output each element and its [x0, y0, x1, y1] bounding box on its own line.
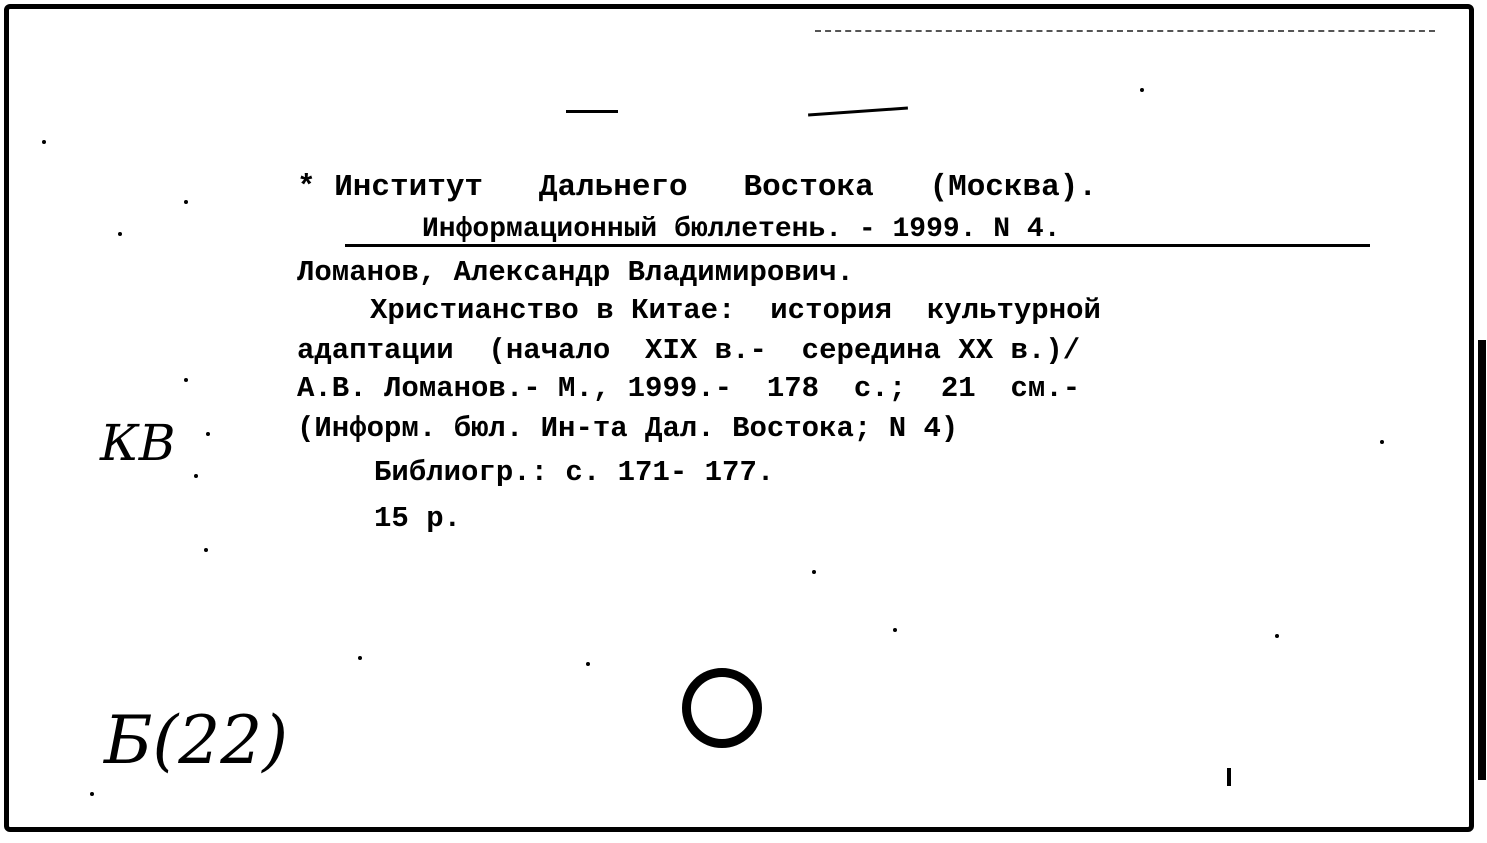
speck [893, 628, 897, 632]
speck [358, 656, 362, 660]
speck [118, 232, 122, 236]
speck [204, 548, 208, 552]
book-title-line-1: Христианство в Китае: история культурной [370, 294, 1101, 327]
speck [184, 200, 188, 204]
speck [1140, 88, 1144, 92]
bibliography-note: Библиогр.: с. 171- 177. [374, 456, 775, 489]
series-underline [345, 244, 1370, 247]
price-note: 15 р. [374, 502, 462, 535]
handwritten-mark-kv: КВ [100, 414, 176, 472]
speck [90, 792, 94, 796]
punch-hole [682, 668, 762, 748]
author-heading: Ломанов, Александр Владимирович. [297, 256, 854, 289]
speck [194, 474, 198, 478]
speck [1227, 768, 1231, 786]
short-dash [566, 110, 618, 113]
speck [586, 662, 590, 666]
series-title: Информационный бюллетень. - 1999. N 4. [422, 214, 1061, 245]
handwritten-classification: Б(22) [104, 702, 288, 779]
speck [812, 570, 816, 574]
speck [42, 140, 46, 144]
speck [1380, 440, 1384, 444]
speck [206, 432, 210, 436]
speck [184, 378, 188, 382]
top-dashed-line [815, 30, 1435, 32]
series-note: (Информ. бюл. Ин-та Дал. Востока; N 4) [297, 412, 959, 445]
card-edge-shadow [1478, 340, 1486, 780]
institution-heading: * Институт Дальнего Востока (Москва). [297, 170, 1097, 205]
speck [1275, 634, 1279, 638]
book-title-line-2: адаптации (начало XIX в.- середина XX в.)/ [297, 334, 1081, 367]
imprint-line: А.В. Ломанов.- М., 1999.- 178 с.; 21 см.- [297, 372, 1081, 405]
